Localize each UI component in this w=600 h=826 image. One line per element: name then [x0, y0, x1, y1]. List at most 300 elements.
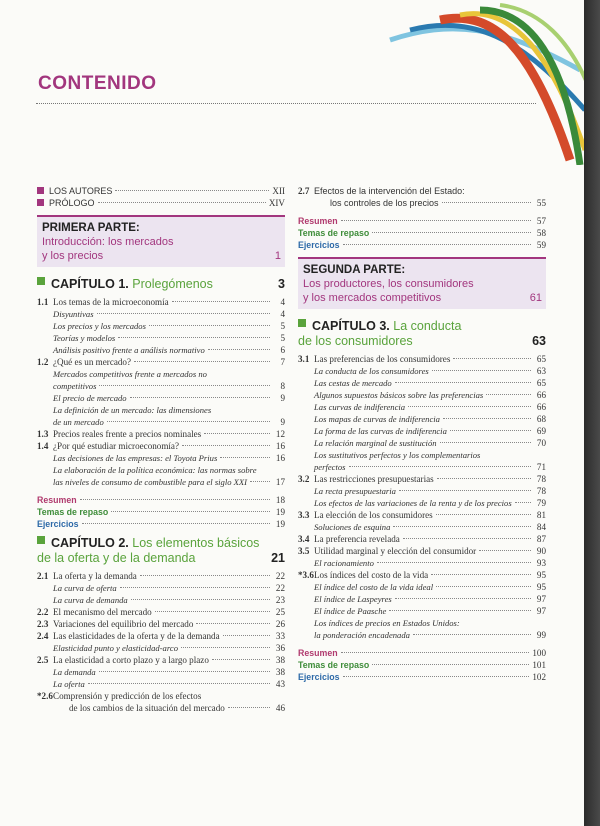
entry-title: ¿Qué es un mercado? — [53, 357, 132, 367]
dot-leader — [437, 478, 531, 479]
toc-entry — [298, 197, 546, 209]
part-title-line — [42, 249, 281, 263]
page-number: 25 — [275, 607, 285, 617]
entry-title: El índice del costo de la vida ideal — [314, 582, 434, 592]
dot-leader — [182, 445, 270, 446]
page-number: 16 — [275, 453, 285, 463]
page-number: 93 — [536, 558, 546, 568]
dot-leader — [228, 707, 270, 708]
entry-title: Algunos supuestos básicos sobre las preferencias — [314, 390, 484, 400]
square-bullet-icon — [37, 187, 44, 194]
entry-title: La oferta — [53, 679, 85, 689]
toc-entry — [37, 368, 285, 380]
toc-entry — [37, 320, 285, 332]
dot-leader — [403, 538, 531, 539]
part-title: Introducción: los mercados — [42, 236, 174, 248]
part-two-box — [298, 257, 546, 309]
dot-leader — [395, 382, 531, 383]
toc-entry — [298, 647, 546, 659]
entry-title: Elasticidad punto y elasticidad-arco — [53, 643, 178, 653]
page-number: 69 — [536, 426, 546, 436]
dot-leader — [515, 502, 531, 503]
toc-entry — [298, 449, 546, 461]
section-number — [37, 197, 49, 209]
page-number: 66 — [536, 402, 546, 412]
section-number: 1.1 — [37, 297, 49, 307]
entry-title: Los mapas de curvas de indiferencia — [314, 414, 440, 424]
dot-leader — [134, 361, 270, 362]
dot-leader — [349, 466, 531, 467]
entry-title: Temas de repaso — [37, 507, 109, 517]
entry-title: La curva de demanda — [53, 595, 128, 605]
toc-entry — [37, 642, 285, 654]
chapter-title: Prolegómenos — [132, 277, 213, 291]
entry-title: perfectos — [314, 462, 346, 472]
entry-title: los controles de los precios — [330, 198, 439, 208]
toc-entry — [298, 671, 546, 683]
page-number: 70 — [536, 438, 546, 448]
page-number: 58 — [536, 228, 546, 238]
entry-title: Disyuntivas — [53, 309, 94, 319]
entry-title: Ejercicios — [298, 672, 340, 682]
chapter-title-line — [298, 334, 461, 349]
part-label: SEGUNDA PARTE: — [303, 264, 406, 276]
section-number: 2.5 — [37, 655, 49, 665]
entry-title: Temas de repaso — [298, 660, 370, 670]
page-edge — [584, 0, 600, 826]
entry-title: La conducta de los consumidores — [314, 366, 429, 376]
page-number: 63 — [536, 366, 546, 376]
toc-entry — [37, 582, 285, 594]
dot-leader — [212, 659, 270, 660]
part-title: y los precios — [42, 250, 104, 262]
dot-leader — [250, 481, 270, 482]
page-number: 78 — [536, 474, 546, 484]
page-number: 22 — [275, 583, 285, 593]
toc-entry — [37, 476, 285, 488]
entry-title: La recta presupuestaria — [314, 486, 396, 496]
decorative-ribbons-image — [380, 0, 584, 165]
entry-title: Las curvas de indiferencia — [314, 402, 406, 412]
dot-leader — [204, 433, 270, 434]
toc-entry — [37, 392, 285, 404]
dot-leader — [130, 397, 270, 398]
entry-title: El mecanismo del mercado — [53, 607, 152, 617]
dot-leader — [393, 526, 531, 527]
entry-title: Los precios y los mercados — [53, 321, 146, 331]
toc-entry — [298, 425, 546, 437]
page-number: 22 — [275, 571, 285, 581]
toc-entry — [298, 437, 546, 449]
part-title: Los productores, los consumidores — [303, 278, 474, 290]
section-number: *2.6 — [37, 691, 53, 701]
chapter-title-line — [37, 551, 259, 566]
dot-leader — [431, 574, 531, 575]
page-number: 33 — [275, 631, 285, 641]
toc-entry — [37, 518, 285, 530]
toc-entry — [37, 618, 285, 630]
chapter-title: de los consumidores — [298, 334, 413, 348]
dot-leader — [436, 586, 531, 587]
toc-entry — [37, 185, 285, 197]
entry-title: Las restricciones presupuestarias — [314, 474, 434, 484]
page-number: 17 — [275, 477, 285, 487]
page-number: 16 — [275, 441, 285, 451]
entry-title: Resumen — [298, 648, 338, 658]
dot-leader — [432, 370, 531, 371]
toc-entry — [37, 452, 285, 464]
section-number: 2.4 — [37, 631, 49, 641]
chapter-bullet-icon — [37, 277, 45, 285]
dot-leader — [389, 610, 531, 611]
toc-entry — [298, 377, 546, 389]
page-number: 65 — [536, 378, 546, 388]
dot-leader — [479, 550, 531, 551]
entry-title: Los índices del costo de la vida — [314, 570, 429, 580]
page-number: 38 — [275, 655, 285, 665]
entry-title: La elasticidad a corto plazo y a largo plazo — [53, 655, 209, 665]
chapter-title-block — [37, 277, 213, 292]
dot-leader — [443, 418, 531, 419]
dot-leader — [115, 190, 269, 191]
dot-leader — [98, 202, 266, 203]
toc-entry — [298, 485, 546, 497]
page-number: XII — [272, 186, 285, 196]
chapter-title-line — [298, 319, 461, 334]
page-number: 79 — [536, 498, 546, 508]
toc-entry — [37, 296, 285, 308]
entry-title: Ejercicios — [37, 519, 79, 529]
dot-leader — [408, 406, 531, 407]
page-number: 87 — [536, 534, 546, 544]
page-number: 4 — [280, 309, 285, 319]
dot-leader — [372, 664, 529, 665]
dot-leader — [450, 430, 531, 431]
entry-title: Los temas de la microeconomía — [53, 297, 169, 307]
entry-title: El índice de Laspeyres — [314, 594, 392, 604]
dot-leader — [343, 676, 530, 677]
chapter-bullet-icon — [37, 536, 45, 544]
page-number: 101 — [532, 660, 546, 670]
dot-leader — [436, 514, 531, 515]
dot-leader — [80, 499, 270, 500]
toc-entry — [37, 380, 285, 392]
entry-title: Análisis positivo frente a análisis normativo — [53, 345, 205, 355]
toc-entry — [298, 659, 546, 671]
page-number: XIV — [268, 198, 285, 208]
dot-leader — [413, 634, 531, 635]
entry-title: Comprensión y predicción de los efectos — [53, 691, 202, 701]
toc-entry — [298, 593, 546, 605]
page-number: 65 — [536, 354, 546, 364]
toc-entry — [37, 594, 285, 606]
page-number: 12 — [275, 429, 285, 439]
part-label: PRIMERA PARTE: — [42, 222, 140, 234]
toc-entry — [298, 605, 546, 617]
page-number: 99 — [536, 630, 546, 640]
dot-leader — [343, 244, 531, 245]
section-number: 1.2 — [37, 357, 49, 367]
section-number: 2.1 — [37, 571, 49, 581]
dot-leader — [172, 301, 270, 302]
dot-leader — [111, 511, 270, 512]
section-number: 2.3 — [37, 619, 49, 629]
chapter-number: CAPÍTULO 3. — [312, 319, 390, 333]
part-title: y los mercados competitivos — [303, 292, 442, 304]
section-number: 3.1 — [298, 354, 310, 364]
page-number: 84 — [536, 522, 546, 532]
toc-entry — [37, 428, 285, 440]
toc-entry — [298, 545, 546, 557]
dot-leader — [99, 385, 270, 386]
chapter-number: CAPÍTULO 1. — [51, 277, 129, 291]
section-number: *3.6 — [298, 570, 314, 580]
dot-leader — [341, 220, 531, 221]
toc-entry — [37, 666, 285, 678]
entry-title: La preferencia revelada — [314, 534, 400, 544]
dot-leader — [399, 490, 531, 491]
toc-entry — [298, 497, 546, 509]
chapter-page: 3 — [278, 277, 285, 291]
dot-leader — [82, 523, 270, 524]
entry-title: Teorías y modelos — [53, 333, 116, 343]
toc-entry — [298, 353, 546, 365]
entry-title: Las decisiones de las empresas: el Toyota Prius — [53, 453, 218, 463]
chapter-title-block — [298, 319, 461, 349]
toc-entry — [298, 509, 546, 521]
toc-entry — [37, 570, 285, 582]
entry-title: de un mercado — [53, 417, 104, 427]
dot-leader — [118, 337, 270, 338]
entry-title: Soluciones de esquina — [314, 522, 391, 532]
toc-entry — [37, 654, 285, 666]
toc-entry — [37, 678, 285, 690]
dot-leader — [372, 232, 531, 233]
page-number: 90 — [536, 546, 546, 556]
toc-entry — [37, 494, 285, 506]
chapter-title-line — [37, 277, 213, 292]
page-number: 95 — [536, 570, 546, 580]
dot-leader — [120, 587, 270, 588]
chapter-title: La conducta — [393, 319, 462, 333]
page-number: 38 — [275, 667, 285, 677]
page-number: 78 — [536, 486, 546, 496]
page-number: 9 — [280, 417, 285, 427]
toc-entry — [37, 416, 285, 428]
dot-leader — [377, 562, 531, 563]
page-number: 57 — [536, 216, 546, 226]
chapter-title-block — [37, 536, 259, 566]
dot-leader — [88, 683, 270, 684]
section-number: 1.3 — [37, 429, 49, 439]
page-number: 19 — [275, 507, 285, 517]
toc-entry — [37, 308, 285, 320]
page-number: 46 — [275, 703, 285, 713]
toc-entry — [37, 356, 285, 368]
dot-leader — [131, 599, 270, 600]
dot-leader — [99, 671, 270, 672]
dot-leader — [220, 457, 270, 458]
page-number: 102 — [532, 672, 546, 682]
chapter-title-line — [37, 536, 259, 551]
entry-title: Las cestas de mercado — [314, 378, 392, 388]
page-title: CONTENIDO — [38, 73, 157, 94]
toc-entry — [37, 440, 285, 452]
entry-title: Resumen — [37, 495, 77, 505]
section-number: 2.2 — [37, 607, 49, 617]
right-column — [298, 185, 546, 683]
entry-title: El precio de mercado — [53, 393, 127, 403]
toc-entry — [298, 557, 546, 569]
toc-entry — [37, 332, 285, 344]
page-number: 5 — [280, 333, 285, 343]
entry-title: Utilidad marginal y elección del consumidor — [314, 546, 477, 556]
entry-title: Las elasticidades de la oferta y de la demanda — [53, 631, 220, 641]
page-number: 59 — [536, 240, 546, 250]
chapter-title: Los elementos básicos — [132, 536, 260, 550]
page-number: 81 — [536, 510, 546, 520]
entry-title: LOS AUTORES — [49, 186, 113, 196]
section-number: 1.4 — [37, 441, 49, 451]
page-number: 8 — [280, 381, 285, 391]
dot-leader — [341, 652, 530, 653]
entry-title: La elección de los consumidores — [314, 510, 433, 520]
toc-entry — [37, 404, 285, 416]
page-number: 18 — [275, 495, 285, 505]
entry-title: La relación marginal de sustitución — [314, 438, 437, 448]
page-number: 4 — [280, 297, 285, 307]
page-number: 23 — [275, 595, 285, 605]
toc-entry — [298, 365, 546, 377]
entry-title: La oferta y la demanda — [53, 571, 137, 581]
section-number: 2.7 — [298, 186, 310, 196]
part-page: 1 — [274, 250, 281, 262]
section-number — [37, 185, 49, 197]
toc-entry — [298, 473, 546, 485]
square-bullet-icon — [37, 199, 44, 206]
toc-entry — [298, 629, 546, 641]
chapter-heading — [37, 536, 285, 566]
toc-entry — [298, 239, 546, 251]
toc-entry — [37, 690, 285, 702]
dot-leader — [395, 598, 531, 599]
toc-entry — [37, 630, 285, 642]
entry-title: La demanda — [53, 667, 96, 677]
toc-entry — [37, 197, 285, 209]
entry-title: de los cambios de la situación del mercado — [69, 703, 225, 713]
section-number: 3.3 — [298, 510, 310, 520]
page-number: 55 — [536, 198, 546, 208]
part-page: 61 — [529, 292, 542, 304]
page-number: 95 — [536, 582, 546, 592]
toc-entry — [37, 344, 285, 356]
entry-title: Efectos de la intervención del Estado: — [314, 186, 465, 196]
toc-entry — [298, 227, 546, 239]
title-divider — [36, 103, 536, 104]
entry-title: ¿Por qué estudiar microeconomía? — [53, 441, 180, 451]
entry-title: Mercados competitivos frente a mercados no — [53, 369, 207, 379]
page-number: 6 — [280, 345, 285, 355]
entry-title: La forma de las curvas de indiferencia — [314, 426, 447, 436]
page-number: 36 — [275, 643, 285, 653]
entry-title: Variaciones del equilibrio del mercado — [53, 619, 194, 629]
part-title-line — [303, 277, 542, 291]
toc-entry — [298, 569, 546, 581]
toc-entry — [298, 389, 546, 401]
toc-entry — [298, 617, 546, 629]
entry-title: Los sustitutivos perfectos y los complementarios — [314, 450, 481, 460]
page-number: 68 — [536, 414, 546, 424]
chapter-page: 63 — [532, 334, 546, 348]
entry-title: La curva de oferta — [53, 583, 117, 593]
entry-title: Ejercicios — [298, 240, 340, 250]
part-title-line — [303, 291, 542, 305]
dot-leader — [223, 635, 270, 636]
entry-title: Precios reales frente a precios nominales — [53, 429, 202, 439]
entry-title: PRÓLOGO — [49, 198, 95, 208]
entry-title: Temas de repaso — [298, 228, 370, 238]
toc-entry — [298, 533, 546, 545]
chapter-title: de la oferta y de la demanda — [37, 551, 196, 565]
toc-entry — [37, 702, 285, 714]
toc-entry — [298, 581, 546, 593]
dot-leader — [155, 611, 270, 612]
toc-entry — [298, 215, 546, 227]
section-number: 3.5 — [298, 546, 310, 556]
toc-entry — [37, 506, 285, 518]
entry-title: El índice de Paasche — [314, 606, 387, 616]
entry-title: Las preferencias de los consumidores — [314, 354, 451, 364]
toc-entry — [37, 464, 285, 476]
left-column — [37, 185, 285, 714]
page-number: 97 — [536, 594, 546, 604]
chapter-heading — [298, 319, 546, 349]
page-number: 9 — [280, 393, 285, 403]
entry-title: la ponderación encadenada — [314, 630, 410, 640]
dot-leader — [196, 623, 270, 624]
dot-leader — [442, 202, 531, 203]
part-one-box — [37, 215, 285, 267]
page-number: 97 — [536, 606, 546, 616]
page-number: 5 — [280, 321, 285, 331]
entry-title: La definición de un mercado: las dimensiones — [53, 405, 212, 415]
dot-leader — [140, 575, 270, 576]
dot-leader — [208, 349, 270, 350]
toc-entry — [298, 185, 546, 197]
section-number: 3.4 — [298, 534, 310, 544]
entry-title: El racionamiento — [314, 558, 374, 568]
page-number: 43 — [275, 679, 285, 689]
page-number: 66 — [536, 390, 546, 400]
dot-leader — [149, 325, 270, 326]
section-number: 3.2 — [298, 474, 310, 484]
dot-leader — [181, 647, 270, 648]
entry-title: Resumen — [298, 216, 338, 226]
chapter-number: CAPÍTULO 2. — [51, 536, 129, 550]
page-number: 100 — [532, 648, 546, 658]
dot-leader — [440, 442, 531, 443]
toc-entry — [298, 521, 546, 533]
page-number: 71 — [536, 462, 546, 472]
entry-title: La elaboración de la política económica: las normas sobre — [53, 465, 257, 475]
entry-title: competitivos — [53, 381, 97, 391]
entry-title: Los efectos de las variaciones de la renta y de los precios — [314, 498, 512, 508]
dot-leader — [97, 313, 270, 314]
toc-entry — [298, 401, 546, 413]
chapter-heading — [37, 277, 285, 292]
dot-leader — [486, 394, 531, 395]
part-title-line — [42, 235, 281, 249]
